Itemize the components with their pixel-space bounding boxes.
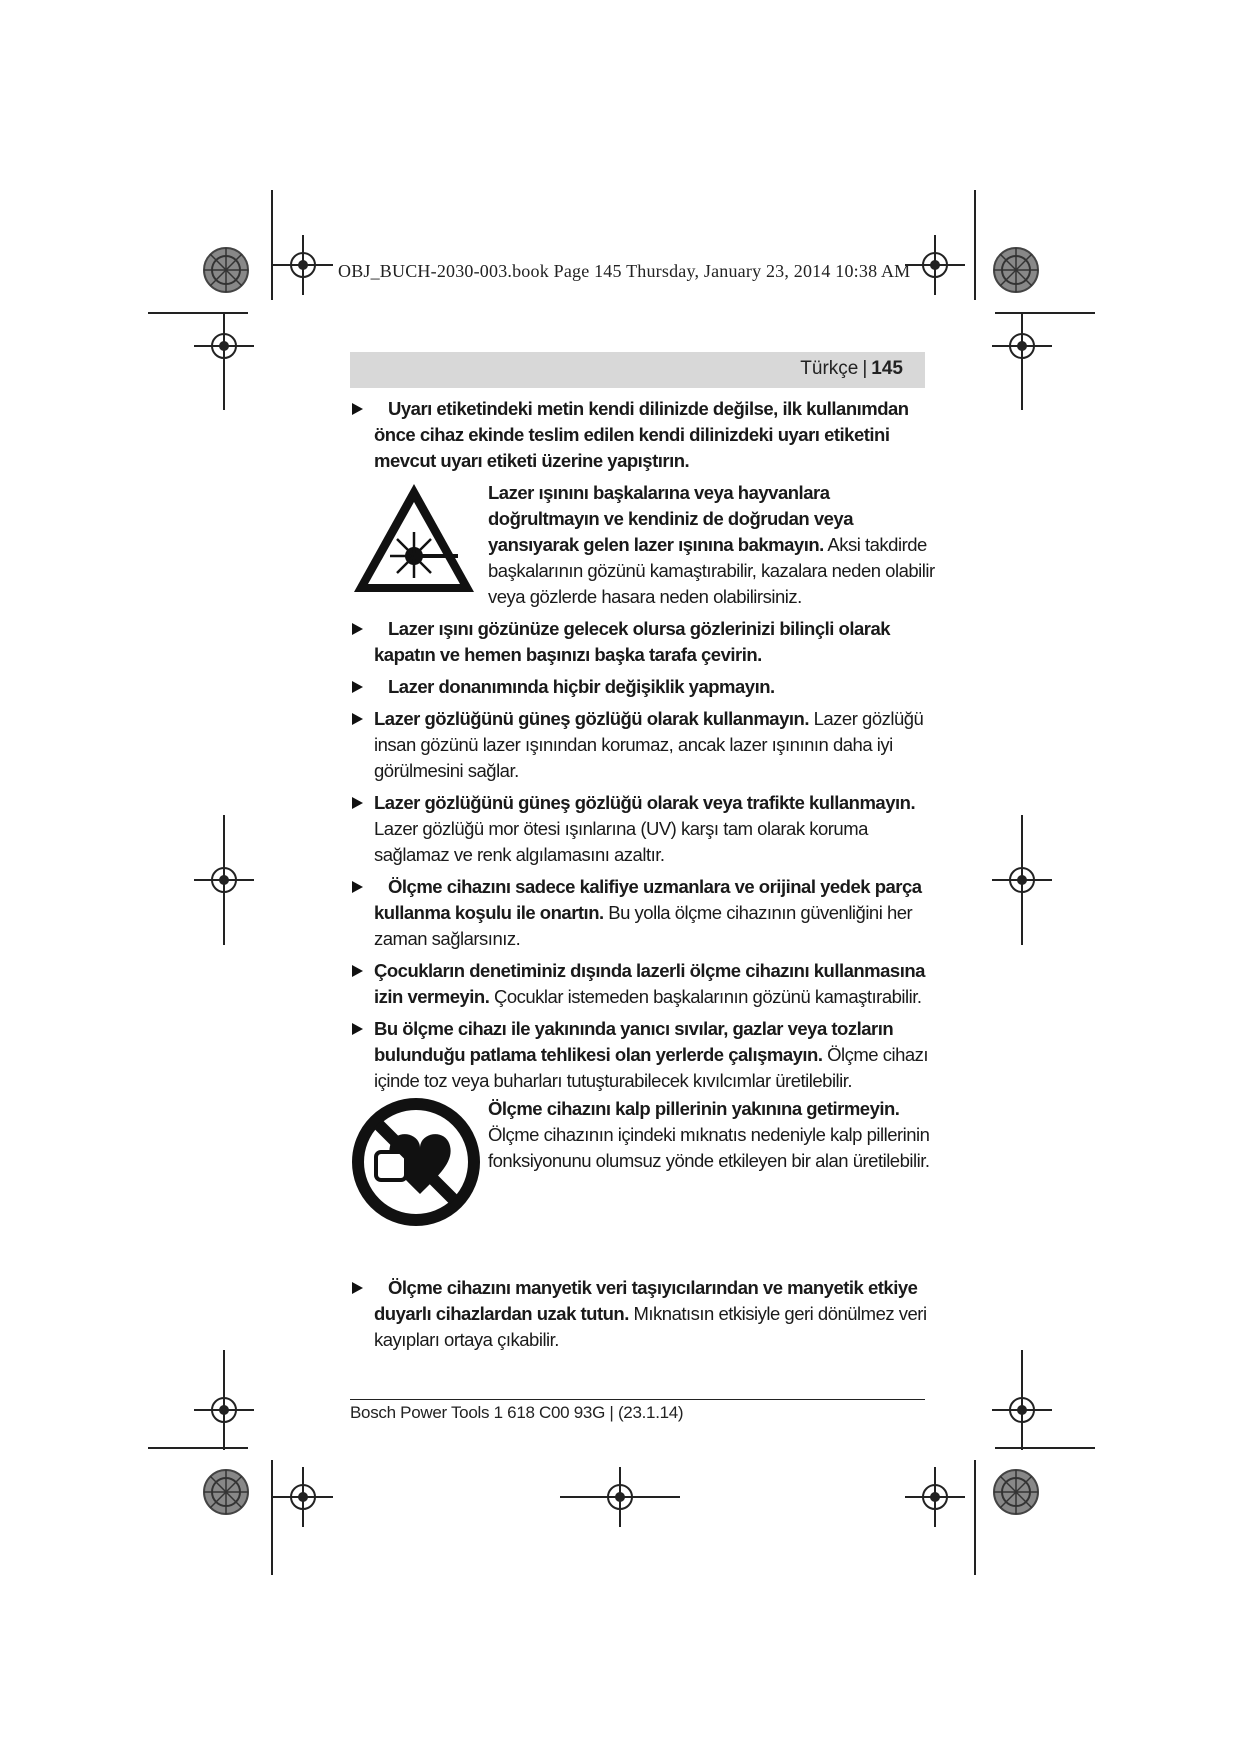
bullet-triangle-icon [352, 623, 363, 635]
registration-star-mark [204, 1470, 248, 1514]
list-item: Bu ölçme cihazı ile yakınında yanıcı sıvılar, gazlar veya tozların bulunduğu patlama tehlikesi olan yerlerde çalışmayın. Ölçme cihazı içinde toz veya buharları tutuşturabilecek kıvılcımlar üretilebilir. [350, 1016, 940, 1094]
pacemaker-warning-text: Ölçme cihazının içindeki mıknatıs nedeniyle kalp pillerinin fonksiyonunu olumsuz yönde etkileyen bir alan üretilebilir. [488, 1124, 930, 1171]
list-item: Çocukların denetiminiz dışında lazerli ölçme cihazını kullanmasına izin vermeyin. Çocuklar istemeden başkalarının gözünü kamaştırabilir. [350, 958, 940, 1010]
pacemaker-warning-block [350, 1096, 940, 1235]
pacemaker-warning-bold: Ölçme cihazını kalp pillerinin yakınına getirmeyin. [488, 1098, 900, 1119]
laser-warning-bold: Lazer ışınını başkalarına veya hayvanlara doğrultmayın ve kendiniz de doğrudan veya yansıyarak gelen lazer ışınına bakmayın. [488, 482, 853, 555]
section-title: Türkçe [800, 358, 859, 379]
bullet-triangle-icon [352, 1282, 363, 1294]
bullet-triangle-icon [352, 797, 363, 809]
registration-mark [905, 1467, 965, 1527]
page-header [350, 352, 925, 388]
list-item: Lazer gözlüğünü güneş gözlüğü olarak veya trafikte kullanmayın. Lazer gözlüğü mor ötesi ışınlarına (UV) karşı tam olarak koruma sağlamaz ve renk algılamasını azaltır. [350, 790, 940, 868]
footer-rule [350, 1399, 925, 1400]
list-item: Lazer ışını gözünüze gelecek olursa gözlerinizi bilinçli olarak kapatın ve hemen başınızı başka tarafa çevirin. [350, 616, 940, 668]
registration-mark [194, 1380, 254, 1440]
laser-warning-block [350, 480, 940, 610]
bullet-triangle-icon [352, 965, 363, 977]
registration-mark [905, 235, 965, 295]
list-item: Lazer donanımında hiçbir değişiklik yapmayın. [350, 674, 940, 700]
no-pacemaker-icon [350, 1096, 482, 1228]
registration-star-mark [994, 248, 1038, 292]
laser-warning-text: Aksi takdirde başkalarının gözünü kamaştırabilir, kazalara neden olabilir veya gözlerde hasara neden olabilirsiniz. [488, 534, 935, 607]
registration-mark [273, 1467, 333, 1527]
list-item: Ölçme cihazını sadece kalifiye uzmanlara ve orijinal yedek parça kullanma koşulu ile onartın. Bu yolla ölçme cihazının güvenliğini her zaman sağlarsınız. [350, 874, 940, 952]
laser-warning-icon [350, 480, 478, 598]
list-item: Uyarı etiketindeki metin kendi dilinizde değilse, ilk kullanımdan önce cihaz ekinde teslim edilen kendi dilinizdeki uyarı etiketini mevcut uyarı etiketi üzerine yapıştırın. [350, 396, 940, 474]
list-item: Lazer gözlüğünü güneş gözlüğü olarak kullanmayın. Lazer gözlüğü insan gözünü lazer ışınından korumaz, ancak lazer ışınının daha iyi görülmesini sağlar. [350, 706, 940, 784]
bullet-triangle-icon [352, 881, 363, 893]
bullet-triangle-icon [352, 403, 363, 415]
registration-star-mark [204, 248, 248, 292]
registration-mark [194, 850, 254, 910]
safety-content [350, 396, 940, 1359]
registration-mark [992, 1380, 1052, 1440]
registration-mark [273, 235, 333, 295]
list-item: Ölçme cihazını manyetik veri taşıyıcılarından ve manyetik etkiye duyarlı cihazlardan uzak tutun. Mıknatısın etkisiyle geri dönülmez veri kayıpları ortaya çıkabilir. [350, 1275, 940, 1353]
bullet-triangle-icon [352, 681, 363, 693]
page-footer: Bosch Power Tools 1 618 C00 93G | (23.1.14) [350, 1403, 684, 1422]
registration-mark [992, 850, 1052, 910]
bullet-triangle-icon [352, 1023, 363, 1035]
header-separator: | [862, 358, 868, 379]
registration-star-mark [994, 1470, 1038, 1514]
page-number: 145 [871, 358, 903, 379]
file-slug: OBJ_BUCH-2030-003.book Page 145 Thursday, January 23, 2014 10:38 AM [338, 261, 911, 281]
bullet-triangle-icon [352, 713, 363, 725]
